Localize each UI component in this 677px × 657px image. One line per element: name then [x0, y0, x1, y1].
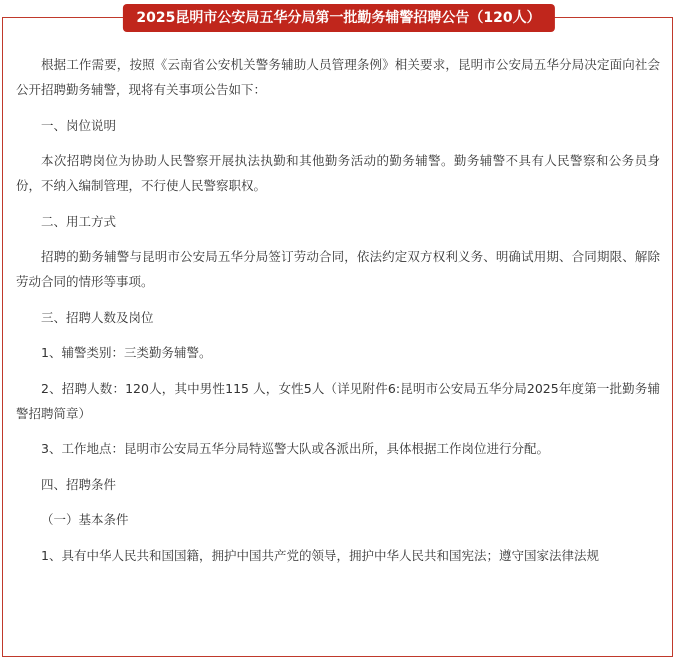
condition-item-1: 1、具有中华人民共和国国籍，拥护中国共产党的领导，拥护中华人民共和国宪法；遵守国家法律法规 [41, 547, 599, 563]
announcement-body [16, 52, 660, 578]
announcement-title: 2025昆明市公安局五华分局第一批勤务辅警招聘公告（120人） [122, 4, 554, 32]
section-heading-4: 四、招聘条件 [41, 476, 117, 492]
section-heading-2: 二、用工方式 [41, 213, 117, 229]
subsection-heading: （一）基本条件 [41, 512, 129, 527]
section-heading-1: 一、岗位说明 [41, 117, 117, 133]
intro-paragraph: 根据工作需要，按照《云南省公安机关警务辅助人员管理条例》相关要求，昆明市公安局五华分局决定面向社会公开招聘勤务辅警，现将有关事项公告如下： [16, 57, 660, 97]
item-1: 1、辅警类别：三类勤务辅警。 [41, 345, 212, 360]
item-2: 2、招聘人数：120人，其中男性115 人，女性5人（详见附件6:昆明市公安局五华分局2025年度第一批勤务辅警招聘简章） [16, 380, 660, 421]
section-1-text: 本次招聘岗位为协助人民警察开展执法执勤和其他勤务活动的勤务辅警。勤务辅警不具有人民警察和公务员身份，不纳入编制管理，不行使人民警察职权。 [16, 153, 660, 193]
item-3: 3、工作地点：昆明市公安局五华分局特巡警大队或各派出所，具体根据工作岗位进行分配。 [41, 441, 549, 456]
section-2-text: 招聘的勤务辅警与昆明市公安局五华分局签订劳动合同，依法约定双方权利义务、明确试用期、合同期限、解除劳动合同的情形等事项。 [16, 249, 660, 289]
section-heading-3: 三、招聘人数及岗位 [41, 309, 154, 325]
